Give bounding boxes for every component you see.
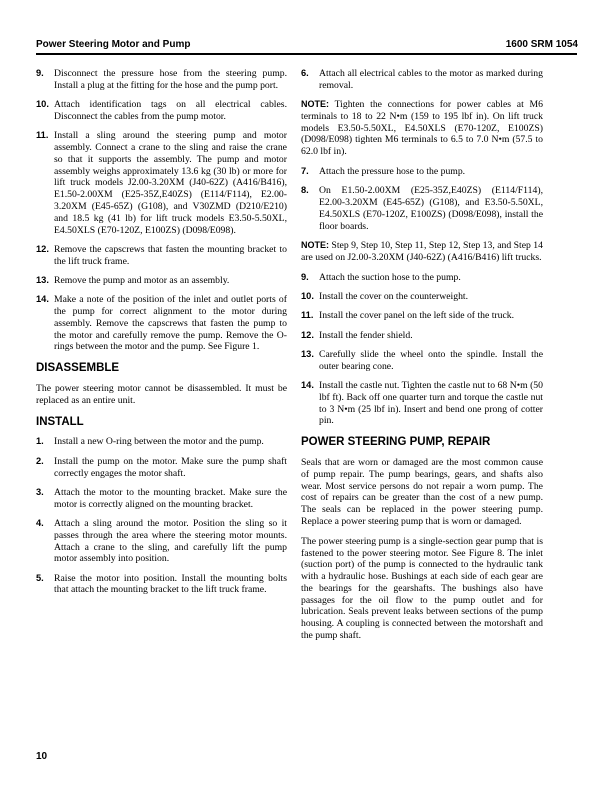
note-text: Tighten the connections for power cables at M6 terminals to 18 to 22 N•m (159 to 195 lbf in). On lift truck models E3.50-5.50XL, E4.50XLS (E70-120Z, E100ZS) (D098/E098) tighten M6 terminals to 6.5 to 7.0 N•m (57.5 to 62.0 lbf in). [301,99,543,158]
step-number: 12. [36,243,49,254]
install-steps-continued-b [301,166,543,232]
step-number: 9. [301,271,309,282]
step-text: Carefully slide the wheel onto the spindle. Install the outer bearing cone. [319,348,543,372]
step-item [36,244,287,268]
step-number: 14. [36,294,49,305]
step-text: Make a note of the position of the inlet and outlet ports of the pump for correct alignment to the motor during assembly. Remove the capscrews that fasten the pump to the motor and carefully remove the pump. Remove the O-rings between the motor and the pump. See Figure 1. [54,294,287,353]
step-item [301,185,543,232]
step-item [36,275,287,287]
step-text: Install the pump on the motor. Make sure the pump shaft correctly engages the motor shaft. [54,455,287,479]
disassemble-heading: DISASSEMBLE [36,362,120,375]
step-text: Disconnect the pressure hose from the steering pump. Install a plug at the fitting for the hose and the pump port. [54,68,287,91]
step-text: Attach a sling around the motor. Position the sling so it passes through the area where the steering motor mounts. Attach a crane to the sling, and carefully lift the pump motor assembly into position. [54,517,287,565]
step-item [36,456,287,480]
header-rule [36,53,577,55]
step-number: 3. [36,486,44,497]
repair-heading: POWER STEERING PUMP, REPAIR [301,436,491,449]
install-heading: INSTALL [36,415,84,428]
step-text: Attach the suction hose to the pump. [319,271,461,283]
step-item [36,294,287,353]
step-text: Attach the motor to the mounting bracket. Make sure the motor is correctly aligned on the mounting bracket. [54,486,287,510]
step-number: 6. [301,68,309,78]
step-text: Remove the pump and motor as an assembly. [54,274,230,286]
step-text: Install the cover panel on the left side of the truck. [319,310,515,322]
step-text: Install the castle nut. Tighten the castle nut to 68 N•m (50 lbf ft). Back off one quarter turn and torque the castle nut to 3 N•m (25 lbf in). Insert and bend one prong of cotter pin. [319,379,543,427]
right-column [301,68,543,650]
step-item [301,272,543,284]
step-item [36,487,287,511]
step-text: Install a sling around the steering pump and motor assembly. Connect a crane to the sling and raise the crane so that it supports the assembly. The pump and motor assembly weighs approximately 13.6 kg (30 lb) or more for lift truck models J2.00-3.20XM (J40-62Z) (A416/B416), E1.50-2.00XM (E25-35Z,E40ZS) (E114/F114), E2.00-3.20XM (E45-65Z) (G108), and V30ZMD (D210/E210) and 18.5 kg (41 lb) for lift truck models E3.50-5.50XL, E4.50XLS (E70-120Z, E100ZS) (D098/E098). [54,130,287,236]
step-number: 5. [36,572,44,583]
step-item [301,330,543,342]
step-number: 13. [36,274,49,285]
note-label: NOTE: [301,240,329,251]
page-number: 10 [36,751,48,762]
running-header-title: Power Steering Motor and Pump [36,39,191,50]
step-item [36,130,287,236]
note-text: Step 9, Step 10, Step 11, Step 12, Step 13, and Step 14 are used on J2.00-3.20XM (J40-62Z) (A416/B416) lift trucks. [301,240,543,263]
step-item [301,310,543,322]
step-item [36,99,287,123]
repair-paragraph-2: The power steering pump is a single-section gear pump that is fastened to the power steering motor. See Figure 8. The inlet (suction port) of the pump is connected to the hydraulic tank with a hydraulic hose. Bushings at each side of each gear are the bearings for the gearshafts. The bushings also have passages for the oil flow to the pump outlet and for lubrication. Seals prevent leaks between sections of the pump housing. A coupling is connected between the motorshaft and the pump shaft. [301,535,543,642]
step-text: Raise the motor into position. Install the mounting bolts that attach the mounting bracket to the lift truck frame. [54,572,287,596]
step-text: Install the cover on the counterweight. [319,290,469,302]
step-number: 7. [301,166,309,177]
step-text: Attach identification tags on all electrical cables. Disconnect the cables from the pump motor. [54,99,287,122]
step-number: 9. [36,68,44,78]
step-item [36,68,287,92]
step-number: 12. [301,329,314,340]
repair-paragraph-1: Seals that are worn or damaged are the most common cause of pump repair. The pump bearings, gears, and shafts also wear. Most service persons do not repair a worn pump. The cost of repairs can be greater than the cost of a new pump. The seals can be replaced in the power steering pump. Replace a power steering pump that is worn or damaged. [301,456,543,527]
step-number: 8. [301,185,309,196]
step-item [301,68,543,92]
step-number: 2. [36,455,44,466]
step-item [36,518,287,565]
note-label: NOTE: [301,99,329,110]
step-text: Install the fender shield. [319,329,413,341]
step-number: 1. [36,436,44,447]
removal-steps-list [36,68,287,353]
install-steps-continued-a [301,68,543,92]
step-text: Attach all electrical cables to the motor as marked during removal. [319,68,543,91]
disassemble-text: The power steering motor cannot be disassembled. It must be replaced as an entire unit. [36,383,287,406]
step-number: 11. [301,310,314,321]
left-column [36,68,287,604]
step-number: 11. [36,130,49,141]
install-steps-list [36,436,287,596]
torque-note [301,99,543,158]
step-item [301,291,543,303]
step-item [301,380,543,427]
step-number: 4. [36,517,44,528]
step-number: 10. [36,99,49,110]
step-item [301,166,543,178]
step-text: Attach the pressure hose to the pump. [319,166,466,178]
step-text: Remove the capscrews that fasten the mounting bracket to the lift truck frame. [54,243,287,267]
running-header-doc-number: 1600 SRM 1054 [505,39,578,50]
step-number: 14. [301,379,314,390]
step-text: Install a new O-ring between the motor and the pump. [54,436,264,448]
step-item [36,573,287,597]
step-number: 13. [301,348,314,359]
step-item [36,436,287,448]
model-note [301,240,543,264]
install-steps-continued-c [301,272,543,427]
step-item [301,349,543,373]
step-text: On E1.50-2.00XM (E25-35Z,E40ZS) (E114/F114), E2.00-3.20XM (E45-65Z) (G108), and E3.50-5.50XL, E4.50XLS (E70-120Z, E100ZS) (D098/E098), install the floor boards. [319,185,543,232]
step-number: 10. [301,290,314,301]
